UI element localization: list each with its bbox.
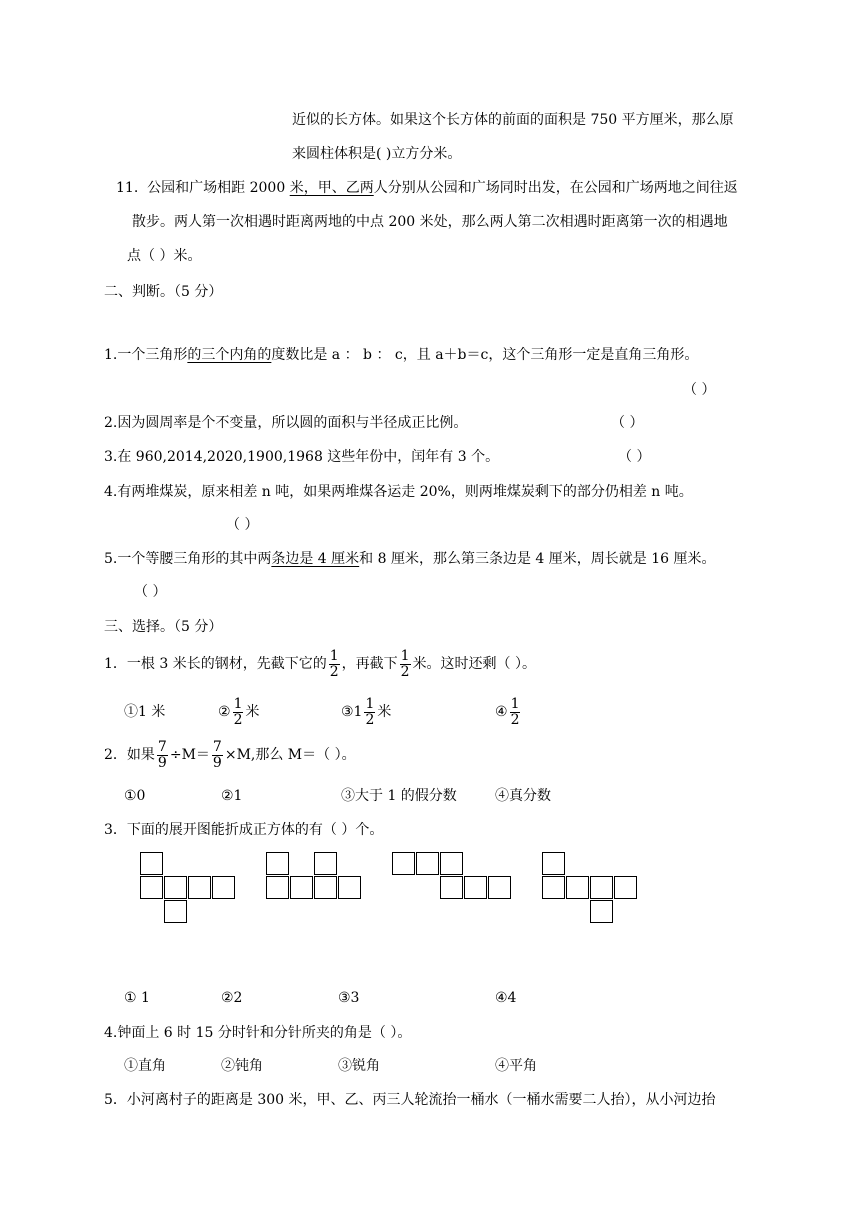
- judge-item-5-underlined: 条边是 4 厘米: [271, 551, 360, 567]
- choice-q2-option-4: ④真分数: [495, 788, 551, 804]
- choice-q3-option-1: ① 1: [124, 990, 150, 1006]
- choice-q4-option-4: ④平角: [495, 1058, 537, 1074]
- choice-q3-option-4: ④4: [495, 990, 517, 1006]
- fraction-one-half: $\frac{1}{2}$: [329, 647, 339, 680]
- choice-q3-option-2: ②2: [221, 990, 243, 1006]
- section2-title: 二、判断。（5 分）: [104, 284, 223, 300]
- q11-line3: 点（ ）米。: [127, 248, 202, 264]
- choice-q2-option-2: ②1: [221, 788, 243, 804]
- choice-q3-option-3: ③3: [338, 990, 360, 1006]
- choice-q4-option-2: ②钝角: [221, 1058, 263, 1074]
- judge-item-1-answer: （ ）: [683, 382, 716, 398]
- choice-q2: 2．如果 $\frac{7}{9}$ ÷M＝ $\frac{7}{9}$ ×M,那么 M＝（ ）。: [104, 738, 356, 771]
- judge-item-1-underlined: 的三个内角的: [187, 347, 272, 363]
- judge-item-3: 3.在 960,2014,2020,1900,1968 这些年份中，闰年有 3 个。: [104, 449, 500, 465]
- choice-q4-option-1: ①直角: [124, 1058, 166, 1074]
- choice-q1-option-4: ④ $\frac{1}{2}$: [495, 695, 520, 728]
- judge-item-3-answer: （ ）: [618, 449, 651, 465]
- q11-text-b: 人分别从公园和广场同时出发，在公园和广场两地之间往返: [373, 180, 738, 196]
- q11-underlined: 米，甲、乙两: [289, 180, 374, 196]
- judge-item-5-answer: （ ）: [134, 584, 167, 600]
- choice-q1: 1．一根 3 米长的钢材，先截下它的 $\frac{1}{2}$ ，再截下 $\frac{1}{2}$ 米。这时还剩（ ）。: [104, 647, 537, 680]
- choice-q1-option-2: ② $\frac{1}{2}$ 米: [218, 695, 260, 728]
- judge-item-1: 1.一个三角形的三个内角的度数比是 a ： b ： c，且 a＋b＝c，这个三角形一定是直角三角形。: [104, 347, 699, 363]
- fraction-one-half: $\frac{1}{2}$: [233, 695, 243, 728]
- fraction-one-half: $\frac{1}{2}$: [400, 647, 410, 680]
- choice-q4: 4.钟面上 6 时 15 分时针和分针所夹的角是（ ）。: [104, 1025, 412, 1041]
- choice-q3: 3．下面的展开图能折成正方体的有（ ）个。: [104, 822, 384, 838]
- choice-q4-option-3: ③锐角: [338, 1058, 380, 1074]
- choice-q5: 5．小河离村子的距离是 300 米，甲、乙、丙三人轮流抬一桶水（一桶水需要二人抬），从小河边抬: [104, 1092, 716, 1108]
- fraction-one-half: $\frac{1}{2}$: [510, 695, 520, 728]
- section3-title: 三、选择。（5 分）: [104, 619, 223, 635]
- q10-line1: 近似的长方体。如果这个长方体的前面的面积是 750 平方厘米，那么原: [292, 112, 734, 128]
- q11-line2: 散步。两人第一次相遇时距离两地的中点 200 米处，那么两人第二次相遇时距离第一次的相遇地: [132, 214, 728, 230]
- q11-line1: [116, 178, 738, 198]
- choice-q2-option-1: ①0: [124, 788, 146, 804]
- fraction-seven-ninths: $\frac{7}{9}$: [157, 738, 167, 771]
- choice-q1-option-3: ③1 $\frac{1}{2}$ 米: [341, 695, 392, 728]
- judge-item-5: 5.一个等腰三角形的其中两条边是 4 厘米和 8 厘米，那么第三条边是 4 厘米，周长就是 16 厘米。: [104, 551, 716, 567]
- choice-q2-option-3: ③大于 1 的假分数: [341, 788, 457, 804]
- q10-line2: 来圆柱体积是( )立方分米。: [292, 146, 462, 162]
- fraction-one-half: $\frac{1}{2}$: [365, 695, 375, 728]
- q11-number: 11.: [116, 180, 139, 196]
- q11-text-a: 公园和广场相距 2000: [147, 180, 290, 196]
- judge-item-4-answer: （ ）: [226, 517, 259, 533]
- judge-item-2: 2.因为圆周率是个不变量，所以圆的面积与半径成正比例。: [104, 415, 468, 431]
- judge-item-2-answer: （ ）: [611, 415, 644, 431]
- fraction-seven-ninths: $\frac{7}{9}$: [212, 738, 222, 771]
- choice-q1-option-1: ①1 米: [124, 704, 166, 720]
- judge-item-4: 4.有两堆煤炭，原来相差 n 吨，如果两堆煤各运走 20%，则两堆煤炭剩下的部分仍相差 n 吨。: [104, 484, 693, 500]
